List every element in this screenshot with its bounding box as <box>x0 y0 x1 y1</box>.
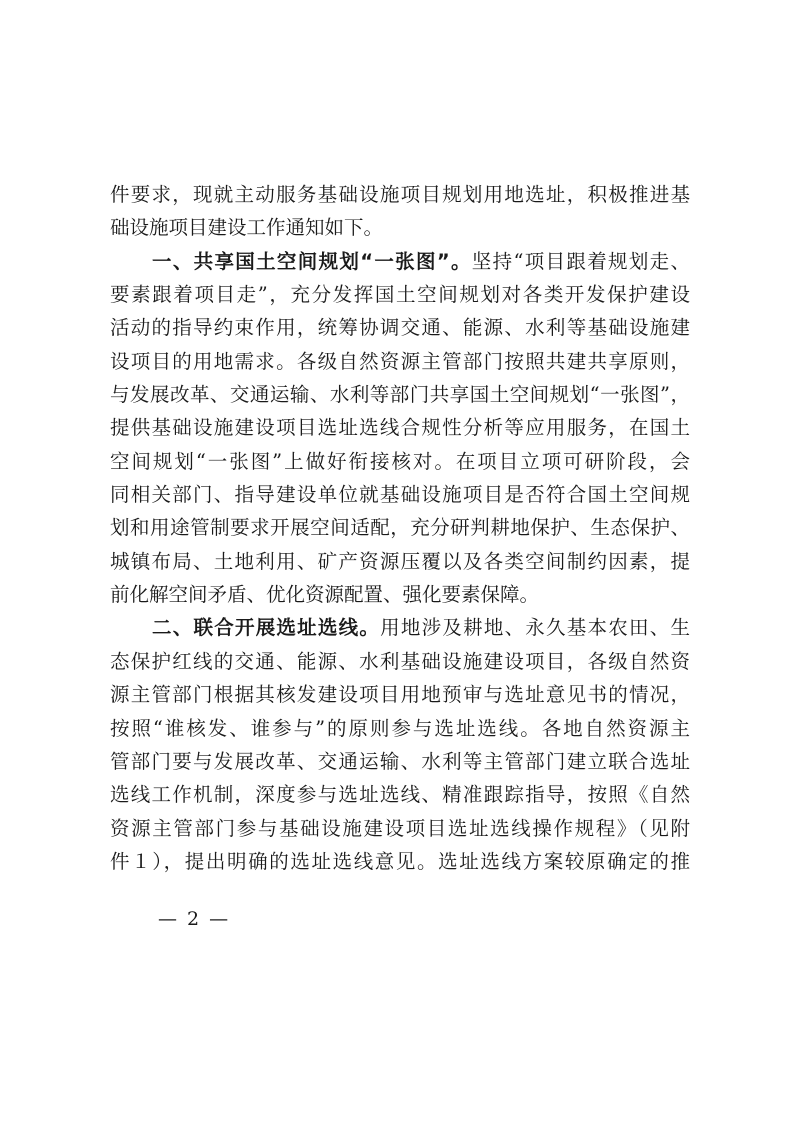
text-line <box>110 345 690 378</box>
line-text: 与发展改革、交通运输、水利等部门共享国土空间规划“一张图”， <box>110 383 690 407</box>
line-text: 坚持“项目跟着规划走、 <box>471 249 690 273</box>
text-line <box>110 778 690 811</box>
text-line <box>110 812 690 845</box>
line-text: 按照“谁核发、谁参与”的原则参与选址选线。各地自然资源主 <box>110 716 690 740</box>
text-line <box>110 578 690 611</box>
line-text: 资源主管部门参与基础设施建设项目选址选线操作规程》（见附 <box>110 816 690 840</box>
line-text: 选线工作机制，深度参与选址选线、精准跟踪指导，按照《自然 <box>110 783 690 807</box>
section-heading: 一、共享国土空间规划“一张图”。 <box>152 249 472 273</box>
line-text: 用地涉及耕地、永久基本农田、生 <box>380 616 690 640</box>
line-text: 划和用途管制要求开展空间适配，充分研判耕地保护、生态保护、 <box>110 516 690 540</box>
text-line <box>110 745 690 778</box>
section-heading: 二、联合开展选址选线。 <box>152 616 381 640</box>
text-line <box>110 445 690 478</box>
line-text: 提供基础设施建设项目选址选线合规性分析等应用服务，在国土 <box>110 416 690 440</box>
text-line <box>110 178 690 211</box>
line-text: 件１），提出明确的选址选线意见。选址选线方案较原确定的推 <box>110 849 690 873</box>
line-text: 城镇布局、土地利用、矿产资源压覆以及各类空间制约因素，提 <box>110 549 690 573</box>
text-line <box>110 411 690 444</box>
text-line <box>110 712 690 745</box>
text-line <box>110 845 690 878</box>
line-text: 设项目的用地需求。各级自然资源主管部门按照共建共享原则， <box>110 349 690 373</box>
page-number: — 2 — <box>158 908 231 930</box>
document-body <box>110 178 690 878</box>
text-line <box>110 311 690 344</box>
text-line <box>110 478 690 511</box>
text-line <box>110 211 690 244</box>
line-text: 同相关部门、指导建设单位就基础设施项目是否符合国土空间规 <box>110 483 690 507</box>
text-line <box>110 545 690 578</box>
text-line <box>110 511 690 544</box>
text-line <box>110 278 690 311</box>
line-text: 件要求，现就主动服务基础设施项目规划用地选址，积极推进基 <box>110 183 690 206</box>
line-text: 础设施项目建设工作通知如下。 <box>110 216 384 240</box>
line-text: 源主管部门根据其核发建设项目用地预审与选址意见书的情况， <box>110 683 690 707</box>
text-line <box>110 378 690 411</box>
line-text: 要素跟着项目走”，充分发挥国土空间规划对各类开发保护建设 <box>110 283 690 307</box>
text-line <box>110 611 690 644</box>
line-text: 前化解空间矛盾、优化资源配置、强化要素保障。 <box>110 583 540 607</box>
text-line <box>110 678 690 711</box>
line-text: 态保护红线的交通、能源、水利基础设施建设项目，各级自然资 <box>110 649 690 673</box>
line-text: 空间规划“一张图”上做好衔接核对。在项目立项可研阶段，会 <box>110 449 690 473</box>
line-text: 活动的指导约束作用，统筹协调交通、能源、水利等基础设施建 <box>110 316 690 340</box>
line-text: 管部门要与发展改革、交通运输、水利等主管部门建立联合选址 <box>110 749 690 773</box>
text-line <box>110 245 690 278</box>
text-line <box>110 645 690 678</box>
